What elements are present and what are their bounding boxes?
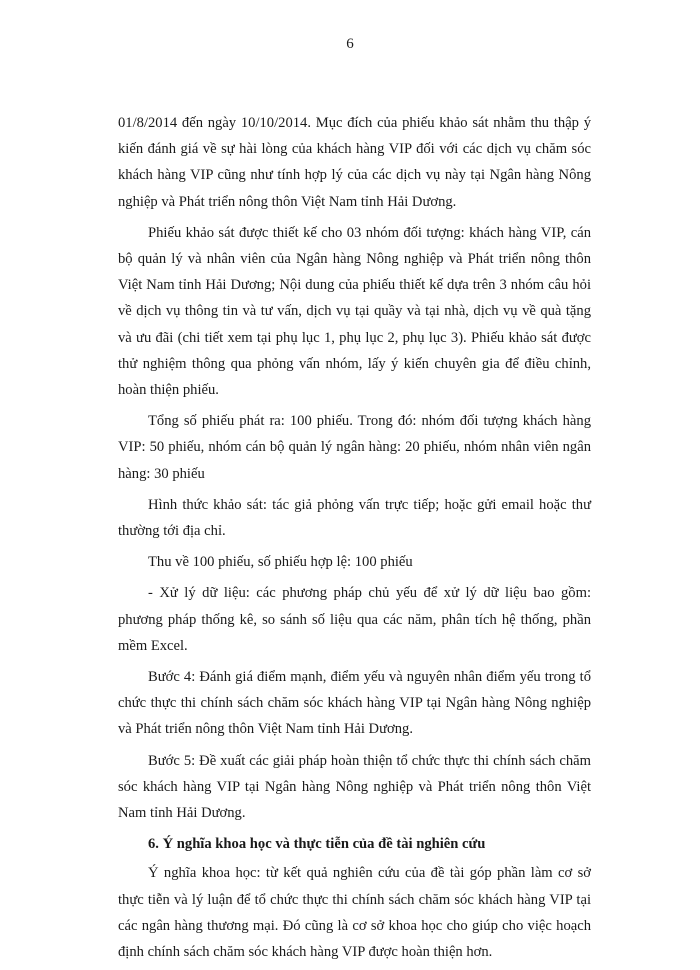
- paragraph-step-5: Bước 5: Đề xuất các giải pháp hoàn thiện tổ chức thực thi chính sách chăm sóc khách hàng VIP tại Ngân hàng Nông nghiệp và Phát triển nông thôn Việt Nam tỉnh Hải Dương.: [118, 752, 591, 822]
- paragraph-scientific-meaning: Ý nghĩa khoa học: từ kết quả nghiên cứu của đề tài góp phần làm cơ sở thực tiễn và lý luận để tổ chức thực thi chính sách chăm sóc khách hàng VIP tại các ngân hàng thương mại. Đó cũng là cơ sở khoa học cho giúp cho việc hoạch định chính sách chăm sóc khách hàng VIP được hoàn thiện hơn.: [118, 865, 591, 961]
- paragraph-total-forms: Tổng số phiếu phát ra: 100 phiếu. Trong đó: nhóm đối tượng khách hàng VIP: 50 phiếu, nhóm cán bộ quản lý ngân hàng: 20 phiếu, nhóm nhân viên ngân hàng: 30 phiếu: [118, 413, 591, 482]
- paragraph-data-processing: - Xử lý dữ liệu: các phương pháp chủ yếu để xử lý dữ liệu bao gồm: phương pháp thống kê, so sánh số liệu qua các năm, phân tích hệ thống, phần mềm Excel.: [118, 585, 591, 654]
- paragraph-step-4: Bước 4: Đánh giá điểm mạnh, điểm yếu và nguyên nhân điểm yếu trong tổ chức thực thi chính sách chăm sóc khách hàng VIP tại Ngân hàng Nông nghiệp và Phát triển nông thôn Việt Nam tỉnh Hải Dương.: [118, 669, 591, 738]
- document-body: [118, 110, 591, 970]
- paragraph-forms-returned: Thu về 100 phiếu, số phiếu hợp lệ: 100 phiếu: [148, 554, 413, 571]
- paragraph-survey-design: Phiếu khảo sát được thiết kế cho 03 nhóm đối tượng: khách hàng VIP, cán bộ quản lý và nhân viên của Ngân hàng Nông nghiệp và Phát triển nông thôn Việt Nam tỉnh Hải Dương; Nội dung của phiếu thiết kế dựa trên 3 nhóm câu hỏi về dịch vụ thông tin và tư vấn, dịch vụ tại quầy và tại nhà, dịch vụ về quà tặng và ưu đãi (chi tiết xem tại phụ lục 1, phụ lục 2, phụ lục 3). Phiếu khảo sát được thử nghiệm thông qua phỏng vấn nhóm, lấy ý kiến chuyên gia để điều chỉnh, hoàn thiện phiếu.: [118, 224, 591, 399]
- page-number: 6: [346, 36, 354, 52]
- section-heading: 6. Ý nghĩa khoa học và thực tiễn của đề tài nghiên cứu: [148, 836, 486, 853]
- paragraph-survey-purpose: 01/8/2014 đến ngày 10/10/2014. Mục đích của phiếu khảo sát nhằm thu thập ý kiến đánh giá về sự hài lòng của khách hàng VIP đối với các dịch vụ chăm sóc khách hàng VIP cũng như tính hợp lý của các dịch vụ này tại Ngân hàng Nông nghiệp và Phát triển nông thôn Việt Nam tỉnh Hải Dương.: [118, 115, 591, 210]
- paragraph-survey-method: Hình thức khảo sát: tác giả phỏng vấn trực tiếp; hoặc gửi email hoặc thư thường tới địa chỉ.: [118, 496, 591, 540]
